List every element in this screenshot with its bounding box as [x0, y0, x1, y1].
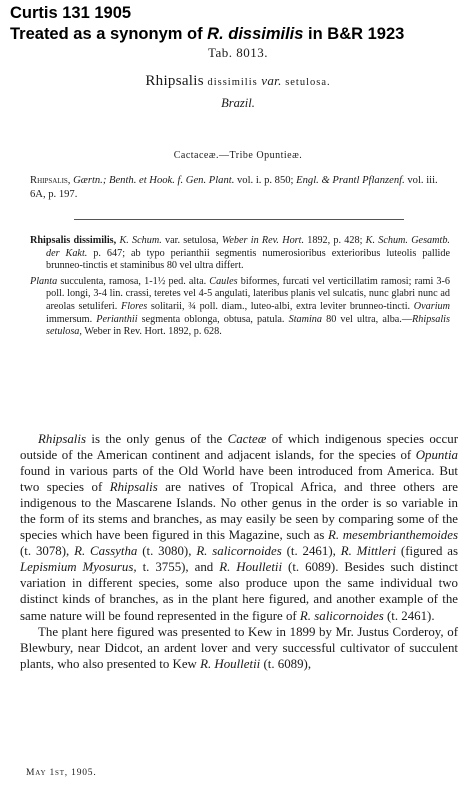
- date-footer: May 1st, 1905.: [26, 768, 97, 778]
- region: Brazil.: [221, 96, 255, 110]
- header-line-2: Treated as a synonym of R. dissimilis in B&R 1923: [10, 25, 405, 43]
- latin-description: [30, 235, 450, 339]
- body-paragraph-1: Rhipsalis is the only genus of the Cacteæ of which indigenous species occur outside of the American continent and adjacent islands, for the species of Opuntia found in various parts of the Old World have been introduced from America. But two species of Rhipsalis are natives of Tropical Africa, and three others are indigenous to the Mascarene Islands. No other genus in the order is so variable in the form of its stems and branches, as may easily be seen by comparing some of the species which have been figured in this Magazine, such as R. mesembrianthemoides (t. 3078), R. Cassytha (t. 3080), R. salicornoides (t. 2461), R. Mittleri (figured as Lepismium Myosurus, t. 3755), and R. Houlletii (t. 6089). Besides such distinct variation in different species, some also produce upon the same individual two distinct kinds of branches, as in the plant here figured, and another example of the same nature will be found represented in the figure of R. salicornoides (t. 2461).: [20, 432, 459, 623]
- genus-synonymy: Rhipsalis, Gærtn.; Benth. et Hook. f. Gen. Plant. vol. i. p. 850; Engl. & Prantl Pflanzenf. vol. iii. 6A, p. 197.: [30, 175, 438, 200]
- plate-number: Tab. 8013.: [207, 45, 269, 60]
- genus-name: Rhipsalis: [145, 73, 204, 89]
- body-paragraph-2: The plant here figured was presented to Kew in 1899 by Mr. Justus Corderoy, of Blewbury, near Didcot, an ardent lover and very successful cultivator of succulent plants, who also presented to Kew R. Houlletii (t. 6089),: [20, 624, 458, 671]
- species-epithet: dissimilis: [207, 77, 258, 88]
- diagnosis-paragraph: Rhipsalis dissimilis, K. Schum. var. setulosa, Weber in Rev. Hort. 1892, p. 428; K. Schum. Gesamtb. der Kakt. p. 647; ab typo perianthii segmentis numerosioribus exterioribus luteolis pallide brunneo-tinctis et staminibus 80 vel ultra differt.: [30, 235, 450, 272]
- variety-name: setulosa.: [285, 77, 331, 88]
- body-text: [20, 431, 458, 672]
- species-title: [0, 73, 476, 90]
- variety-marker: var.: [261, 73, 282, 88]
- tribe-heading: Cactaceæ.—Tribe Opuntieæ.: [173, 150, 303, 161]
- header-line-1: Curtis 131 1905: [10, 4, 132, 22]
- plant-description-paragraph: Planta succulenta, ramosa, 1-1½ ped. alta. Caules biformes, furcati vel verticillatim ramosi; rami 3-6 poll. longi, 3-4 lin. crassi, teretes vel 4-5 angulati, lateribus planis vel sulcatis, nunc glabri nunc ad areolas setuliferi. Flores solitarii, ¾ poll. diam., luteo-albi, extra leviter brunneo-tincti. Ovarium immersum. Perianthii segmenta oblonga, obtusa, patula. Stamina 80 vel ultra, alba.—Rhipsalis setulosa, Weber in Rev. Hort. 1892, p. 628.: [30, 275, 450, 338]
- divider: [74, 219, 404, 220]
- page-header: [10, 3, 470, 45]
